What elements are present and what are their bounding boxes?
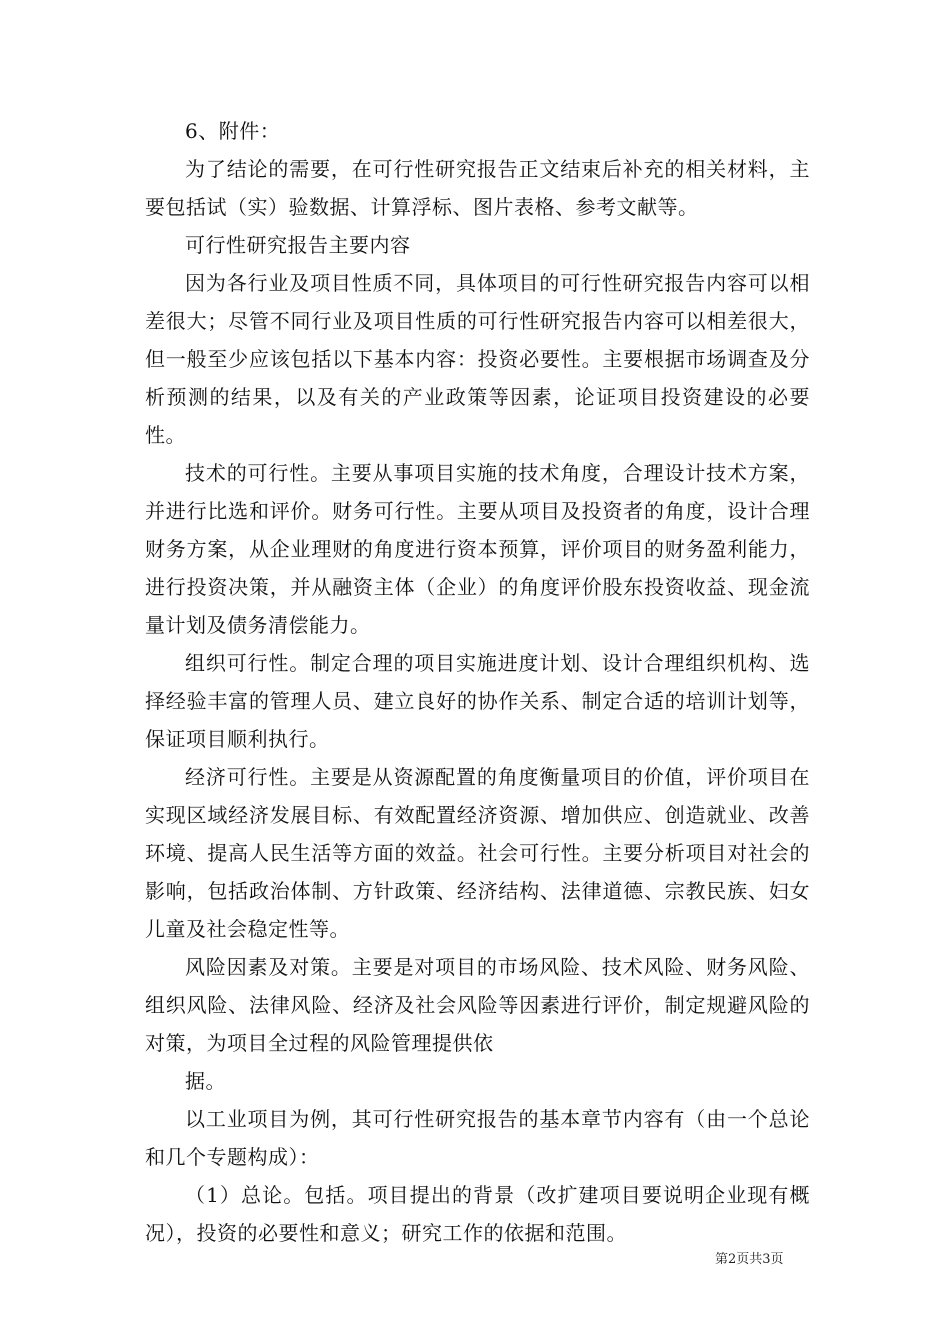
document-body [145, 112, 810, 1252]
paragraph-risk-continued: 据。 [185, 1069, 226, 1093]
paragraph-economic-social: 经济可行性。主要是从资源配置的角度衡量项目的价值，评价项目在实现区域经济发展目标、有效配置经济资源、增加供应、创造就业、改善环境、提高人民生活等方面的效益。社会可行性。主要分析项目对社会的影响，包括政治体制、方针政策、经济结构、法律道德、宗教民族、妇女儿童及社会稳定性等。 [145, 765, 810, 941]
paragraph-industrial-example: 以工业项目为例，其可行性研究报告的基本章节内容有（由一个总论和几个专题构成）： [145, 1107, 810, 1169]
paragraph-investment-necessity: 因为各行业及项目性质不同，具体项目的可行性研究报告内容可以相差很大；尽管不同行业及项目性质的可行性研究报告内容可以相差很大，但一般至少应该包括以下基本内容：投资必要性。主要根据市场调查及分析预测的结果，以及有关的产业政策等因素，论证项目投资建设的必要性。 [145, 271, 810, 447]
paragraph-technical-financial: 技术的可行性。主要从事项目实施的技术角度，合理设计技术方案，并进行比选和评价。财务可行性。主要从项目及投资者的角度，设计合理财务方案，从企业理财的角度进行资本预算，评价项目的财务盈利能力，进行投资决策，并从融资主体（企业）的角度评价股东投资收益、现金流量计划及债务清偿能力。 [145, 461, 810, 637]
paragraph-attachment-heading: 6、附件： [185, 119, 281, 143]
paragraph-risk-factors: 风险因素及对策。主要是对项目的市场风险、技术风险、财务风险、组织风险、法律风险、经济及社会风险等因素进行评价，制定规避风险的对策，为项目全过程的风险管理提供依 [145, 955, 810, 1055]
paragraph-attachment-desc: 为了结论的需要，在可行性研究报告正文结束后补充的相关材料，主要包括试（实）验数据、计算浮标、图片表格、参考文献等。 [145, 157, 810, 219]
paragraph-general-overview: （1）总论。包括。项目提出的背景（改扩建项目要说明企业现有概况），投资的必要性和意义；研究工作的依据和范围。 [145, 1183, 810, 1245]
page-number: 第2页共3页 [715, 1252, 784, 1267]
paragraph-organizational: 组织可行性。制定合理的项目实施进度计划、设计合理组织机构、选择经验丰富的管理人员、建立良好的协作关系、制定合适的培训计划等，保证项目顺利执行。 [145, 651, 810, 751]
paragraph-main-content-heading: 可行性研究报告主要内容 [185, 233, 411, 257]
